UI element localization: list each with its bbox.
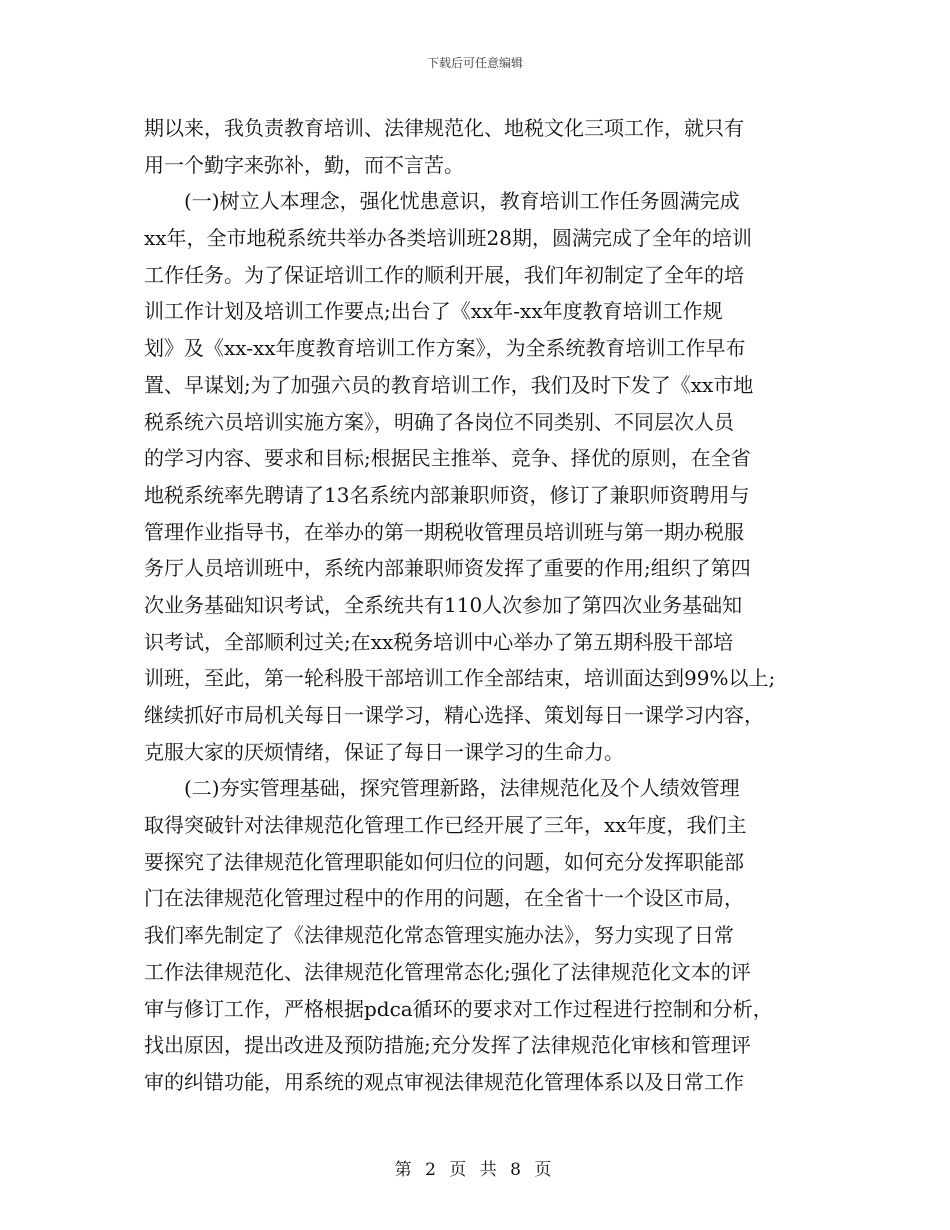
text-line: 找出原因，提出改进及预防措施;充分发挥了法律规范化审核和管理评 [144,1033,751,1058]
page-number-footer: 第 2 页 共 8 页 [394,1160,556,1180]
text-line: 我们率先制定了《法律规范化常态管理实施办法》，努力实现了日常 [144,923,734,948]
text-line: 训工作计划及培训工作要点;出台了《xx年-xx年度教育培训工作规 [144,299,723,324]
text-line: 置、早谋划;为了加强六员的教育培训工作，我们及时下发了《xx市地 [144,372,754,397]
text-line: 期以来，我负责教育培训、法律规范化、地税文化三项工作，就只有 [144,116,744,140]
text-line: 识考试，全部顺利过关;在xx税务培训中心举办了第五期科股干部培 [144,629,734,654]
text-line: xx年，全市地税系统共举办各类培训班28期，圆满完成了全年的培训 [144,226,753,251]
text-line: 划》及《xx-xx年度教育培训工作方案》，为全系统教育培训工作早布 [144,336,746,361]
page-header: 下载后可任意编辑 [426,56,523,70]
text-line: 继续抓好市局机关每日一课学习，精心选择、策划每日一课学习内容， [144,703,764,727]
text-line: 工作法律规范化、法律规范化管理常态化;强化了法律规范化文本的评 [144,959,751,984]
section-heading-1: (一)树立人本理念，强化忧患意识，教育培训工作任务圆满完成 [184,189,740,214]
text-line: 审的纠错功能，用系统的观点审视法律规范化管理体系以及日常工作 [144,1069,744,1094]
text-line: 地税系统率先聘请了13名系统内部兼职师资，修订了兼职师资聘用与 [144,482,750,507]
section-heading-2: (二)夯实管理基础，探究管理新路，法律规范化及个人绩效管理 [184,776,740,801]
text-line: 要探究了法律规范化管理职能如何归位的问题，如何充分发挥职能部 [144,849,744,874]
text-line: 取得突破针对法律规范化管理工作已经开展了三年，xx年度，我们主 [144,813,747,838]
text-line: 的学习内容、要求和目标;根据民主推举、竞争、择优的原则，在全省 [144,446,751,471]
text-line: 审与修订工作，严格根据pdca循环的要求对工作过程进行控制和分析， [144,996,773,1021]
text-line: 次业务基础知识考试，全系统共有110人次参加了第四次业务基础知 [144,592,743,617]
text-line: 训班，至此，第一轮科股干部培训工作全部结束，培训面达到99%以上; [144,666,776,691]
document-body [144,110,824,1101]
text-line: 税系统六员培训实施方案》，明确了各岗位不同类别、不同层次人员 [144,409,734,434]
text-line: 务厅人员培训班中，系统内部兼职师资发挥了重要的作用;组织了第四 [144,556,751,581]
text-line: 克服大家的厌烦情绪，保证了每日一课学习的生命力。 [144,739,624,764]
text-line: 工作任务。为了保证培训工作的顺利开展，我们年初制定了全年的培 [144,262,744,287]
text-line: 门在法律规范化管理过程中的作用的问题，在全省十一个设区市局， [144,886,744,911]
text-line: 用一个勤字来弥补，勤，而不言苦。 [144,152,464,177]
text-line: 管理作业指导书，在举办的第一期税收管理员培训班与第一期办税服 [144,519,744,544]
